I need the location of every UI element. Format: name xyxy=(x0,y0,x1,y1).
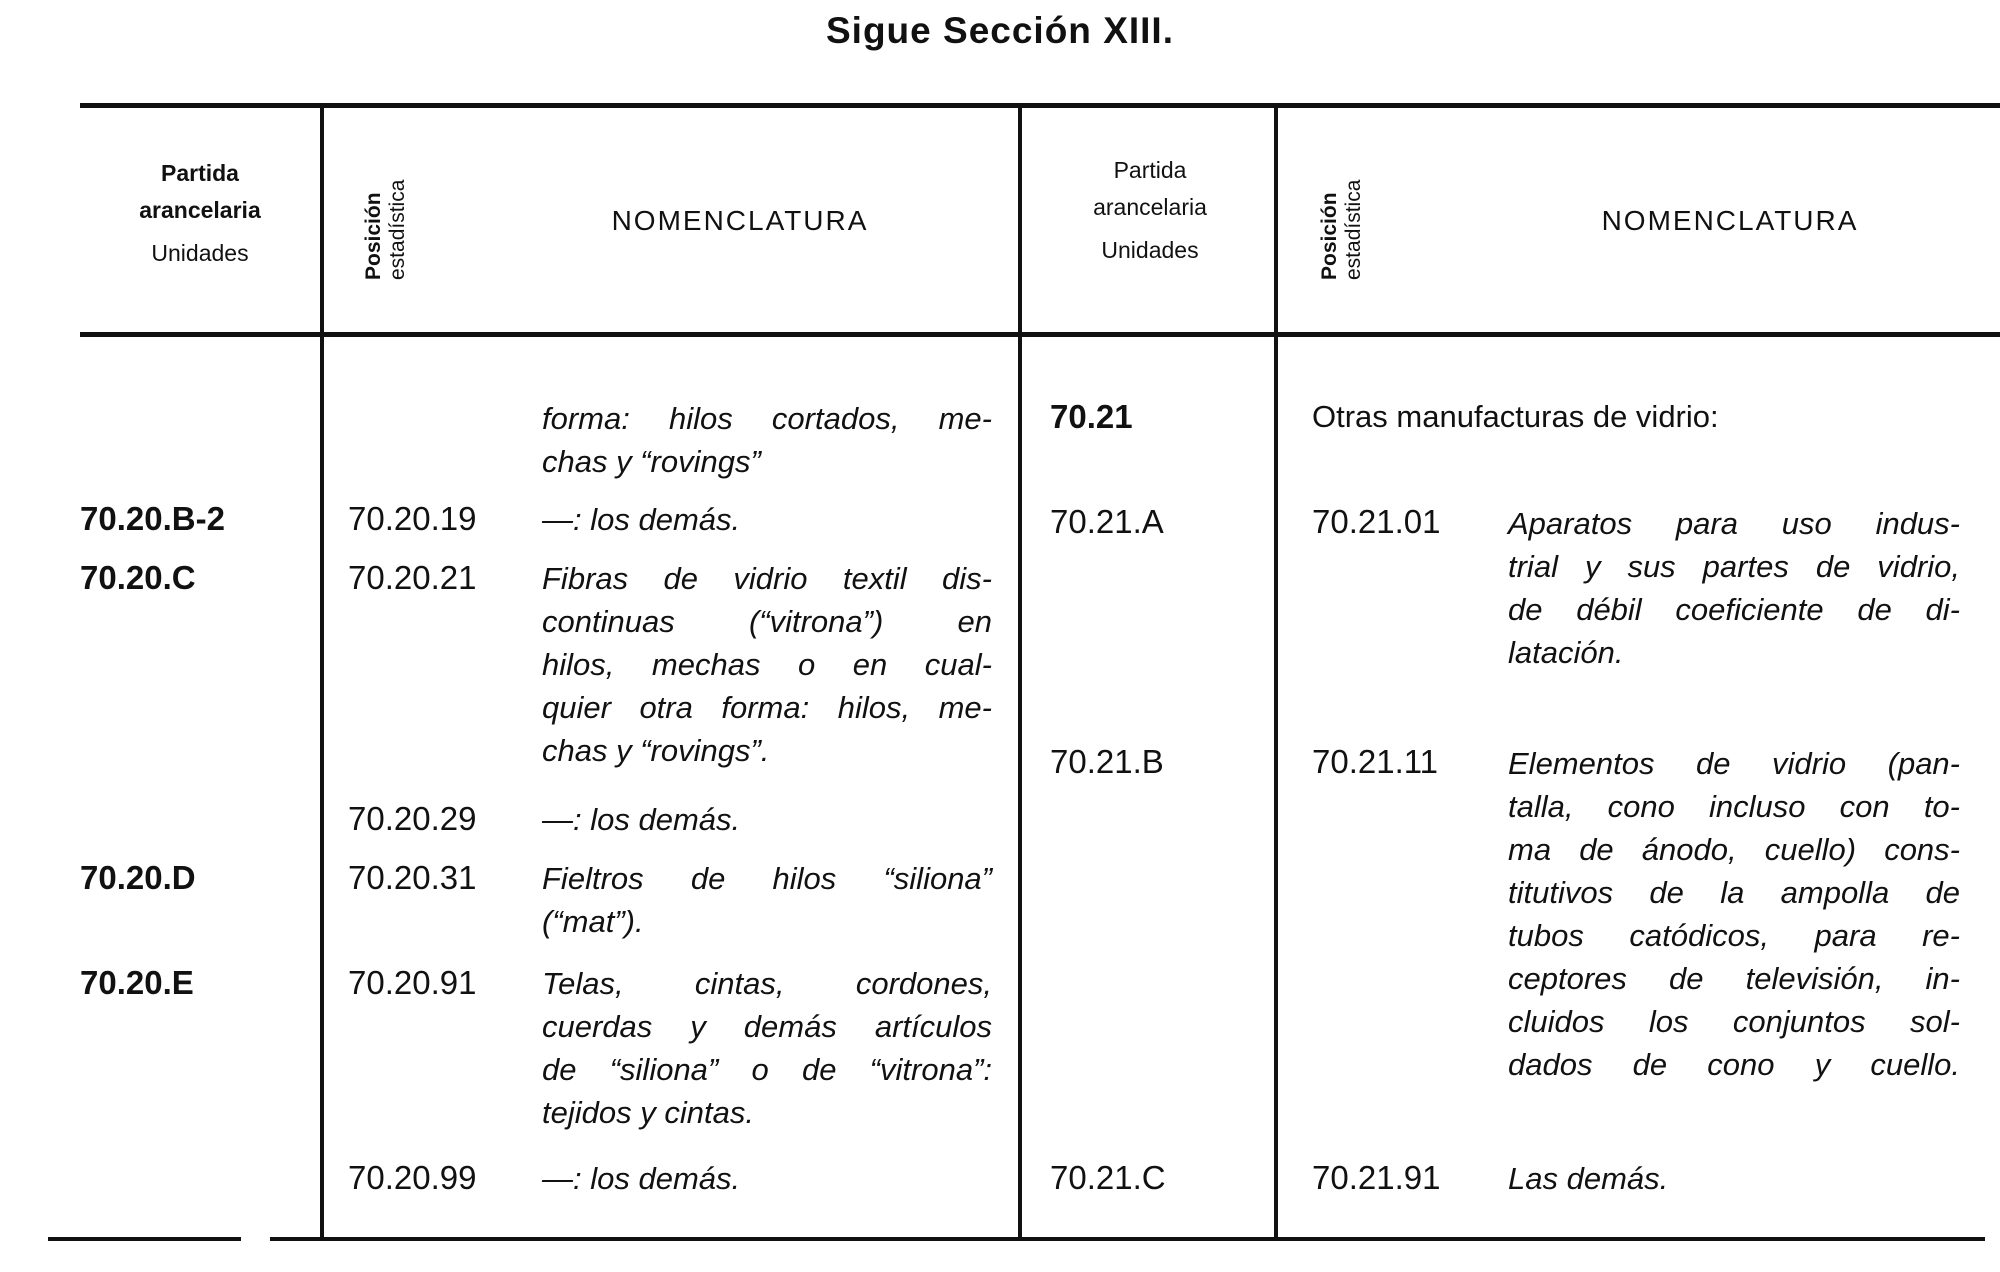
description-line: continuas (“vitrona”) en xyxy=(542,604,992,639)
description-line: Elementos de vidrio (pan- xyxy=(1508,746,1960,781)
left-row-5-description xyxy=(542,962,992,1134)
left-row-2-posicion: 70.20.21 xyxy=(348,559,477,596)
column-divider-2 xyxy=(1018,106,1022,1237)
description-line: —: los demás. xyxy=(542,1161,741,1196)
right-row-1-posicion: 70.21.01 xyxy=(1312,503,1441,540)
description-line: ma de ánodo, cuello) cons- xyxy=(1508,832,1960,867)
header-arancelaria-line: arancelaria xyxy=(139,197,261,223)
description-line: cluidos los conjuntos sol- xyxy=(1508,1004,1960,1039)
column-divider-3 xyxy=(1274,106,1278,1237)
header-partida-line: Partida xyxy=(1113,157,1187,183)
header-nomenclatura-right: NOMENCLATURA xyxy=(1601,205,1859,236)
header-partida-left xyxy=(80,155,320,272)
description-line: Las demás. xyxy=(1508,1161,1669,1196)
left-row-6-description xyxy=(542,1157,992,1200)
right-row-2-posicion: 70.21.11 xyxy=(1312,743,1439,780)
description-line: chas y “rovings” xyxy=(542,444,761,479)
left-row-4-description xyxy=(542,857,992,943)
description-line: cuerdas y demás artículos xyxy=(542,1009,992,1044)
header-arancelaria-line: arancelaria xyxy=(1093,194,1207,220)
description-line: —: los demás. xyxy=(542,502,741,537)
description-line: Telas, cintas, cordones, xyxy=(542,966,992,1001)
header-bottom-rule xyxy=(80,332,2000,337)
header-nomenclatura-left: NOMENCLATURA xyxy=(611,205,869,236)
column-divider-1 xyxy=(320,106,324,1237)
header-posicion-line: Posición xyxy=(362,192,385,280)
description-line: tubos catódicos, para re- xyxy=(1508,918,1960,953)
description-line: Fibras de vidrio textil dis- xyxy=(542,561,992,596)
left-row-5-posicion: 70.20.91 xyxy=(348,964,477,1001)
left-row-4-posicion: 70.20.31 xyxy=(348,859,477,896)
description-line: talla, cono incluso con to- xyxy=(1508,789,1960,824)
right-row-0-text: Otras manufacturas de vidrio: xyxy=(1312,399,1719,434)
description-line: de débil coeficiente de di- xyxy=(1508,592,1960,627)
description-line: hilos, mechas o en cual- xyxy=(542,647,992,682)
right-row-3-partida: 70.21.C xyxy=(1050,1159,1166,1196)
description-line: chas y “rovings”. xyxy=(542,733,770,768)
description-line: —: los demás. xyxy=(542,802,741,837)
page-title: Sigue Sección XIII. xyxy=(826,10,1174,51)
header-posicion-right xyxy=(1318,180,1366,280)
left-row-1-posicion: 70.20.19 xyxy=(348,500,477,537)
description-line: Fieltros de hilos “siliona” xyxy=(542,861,992,896)
table-top-rule xyxy=(80,103,2000,108)
right-row-1-partida: 70.21.A xyxy=(1050,503,1164,540)
description-line: quier otra forma: hilos, me- xyxy=(542,690,992,725)
left-row-2-partida: 70.20.C xyxy=(80,559,196,596)
description-line: latación. xyxy=(1508,635,1624,670)
header-partida-right xyxy=(1030,152,1270,269)
right-row-3-posicion: 70.21.91 xyxy=(1312,1159,1441,1196)
right-row-2-partida: 70.21.B xyxy=(1050,743,1164,780)
table-bottom-rule-left xyxy=(48,1237,241,1241)
right-row-2-description xyxy=(1508,742,1960,1086)
left-row-6-posicion: 70.20.99 xyxy=(348,1159,477,1196)
right-row-3-description xyxy=(1508,1157,1960,1200)
header-unidades-line: Unidades xyxy=(151,240,249,266)
description-line: trial y sus partes de vidrio, xyxy=(1508,549,1960,584)
left-row-1-description xyxy=(542,498,992,541)
left-row-3-description xyxy=(542,798,992,841)
left-row-1-partida: 70.20.B-2 xyxy=(80,500,225,537)
description-line: tejidos y cintas. xyxy=(542,1095,754,1130)
header-posicion-left xyxy=(362,180,410,280)
header-partida-line: Partida xyxy=(161,160,239,186)
description-line: dados de cono y cuello. xyxy=(1508,1047,1960,1082)
left-row-4-partida: 70.20.D xyxy=(80,859,196,896)
table-bottom-rule-right xyxy=(270,1237,1985,1241)
description-line: titutivos de la ampolla de xyxy=(1508,875,1960,910)
left-row-5-partida: 70.20.E xyxy=(80,964,194,1001)
description-line: forma: hilos cortados, me- xyxy=(542,401,992,436)
header-unidades-line: Unidades xyxy=(1101,237,1199,263)
left-row-3-posicion: 70.20.29 xyxy=(348,800,477,837)
description-line: Aparatos para uso indus- xyxy=(1508,506,1960,541)
right-row-0-partida: 70.21 xyxy=(1050,398,1133,435)
left-row-2-description xyxy=(542,557,992,772)
header-estadistica-line: estadística xyxy=(1342,179,1365,280)
header-estadistica-line: estadística xyxy=(386,179,409,280)
header-posicion-line: Posición xyxy=(1318,192,1341,280)
description-line: ceptores de televisión, in- xyxy=(1508,961,1960,996)
right-row-1-description xyxy=(1508,502,1960,674)
description-line: (“mat”). xyxy=(542,904,644,939)
left-row-0-description xyxy=(542,397,992,483)
description-line: de “siliona” o de “vitrona”: xyxy=(542,1052,992,1087)
